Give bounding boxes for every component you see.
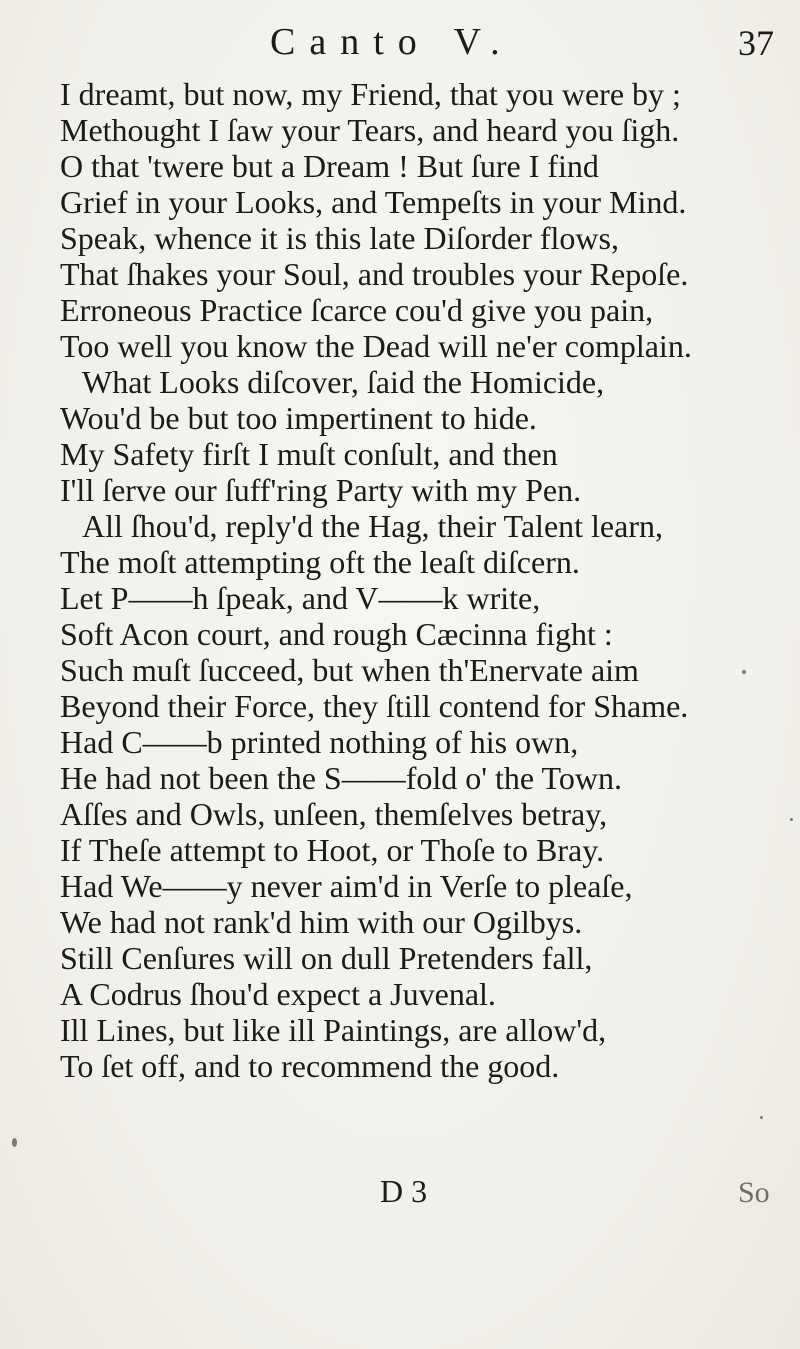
verse-line: What Looks diſcover, ſaid the Homicide,: [82, 364, 605, 400]
verse-line: That ſhakes your Soul, and troubles your Repoſe.: [60, 256, 689, 292]
verse-line: All ſhou'd, reply'd the Hag, their Talent learn,: [82, 508, 663, 544]
verse-line: My Safety firſt I muſt conſult, and then: [60, 436, 558, 472]
verse-line: Erroneous Practice ſcarce cou'd give you pain,: [60, 292, 654, 328]
verse-block: [60, 76, 770, 1084]
verse-line: I'll ſerve our ſuff'ring Party with my Pen.: [60, 472, 582, 508]
verse-line: Speak, whence it is this late Diſorder flows,: [60, 220, 619, 256]
catchword: So: [738, 1176, 770, 1209]
verse-line: A Codrus ſhou'd expect a Juvenal.: [60, 976, 496, 1012]
ink-speck: [742, 670, 746, 674]
verse-line: To ſet off, and to recommend the good.: [60, 1048, 560, 1084]
verse-line: Such muſt ſucceed, but when th'Enervate aim: [60, 652, 639, 688]
verse-line: If Theſe attempt to Hoot, or Thoſe to Bray.: [60, 832, 605, 868]
verse-line: Still Cenſures will on dull Pretenders fall,: [60, 940, 593, 976]
verse-line: Had We——y never aim'd in Verſe to pleaſe,: [60, 868, 633, 904]
verse-line: Aſſes and Owls, unſeen, themſelves betray,: [60, 796, 608, 832]
verse-line: Methought I ſaw your Tears, and heard you ſigh.: [60, 112, 680, 148]
verse-line: Let P——h ſpeak, and V——k write,: [60, 580, 541, 616]
verse-line: Ill Lines, but like ill Paintings, are allow'd,: [60, 1012, 607, 1048]
verse-line: He had not been the S——fold o' the Town.: [60, 760, 622, 796]
verse-line: We had not rank'd him with our Ogilbys.: [60, 904, 583, 940]
ink-speck: [12, 1138, 17, 1147]
signature-mark: D 3: [380, 1173, 428, 1209]
ink-speck: [760, 1116, 763, 1119]
verse-line: Wou'd be but too impertinent to hide.: [60, 400, 537, 436]
verse-line: O that 'twere but a Dream ! But ſure I find: [60, 148, 599, 184]
verse-line: Beyond their Force, they ſtill contend for Shame.: [60, 688, 689, 724]
page-number: 37: [738, 23, 774, 63]
verse-line: Grief in your Looks, and Tempeſts in your Mind.: [60, 184, 687, 220]
page-header: [0, 20, 800, 70]
verse-line: Too well you know the Dead will ne'er complain.: [60, 328, 692, 364]
verse-line: The moſt attempting oft the leaſt diſcern.: [60, 544, 580, 580]
running-title: Canto V.: [270, 21, 514, 63]
verse-line: I dreamt, but now, my Friend, that you were by ;: [60, 76, 681, 112]
verse-line: Had C——b printed nothing of his own,: [60, 724, 579, 760]
verse-line: Soft Acon court, and rough Cæcinna fight :: [60, 616, 613, 652]
ink-speck: [790, 818, 793, 821]
